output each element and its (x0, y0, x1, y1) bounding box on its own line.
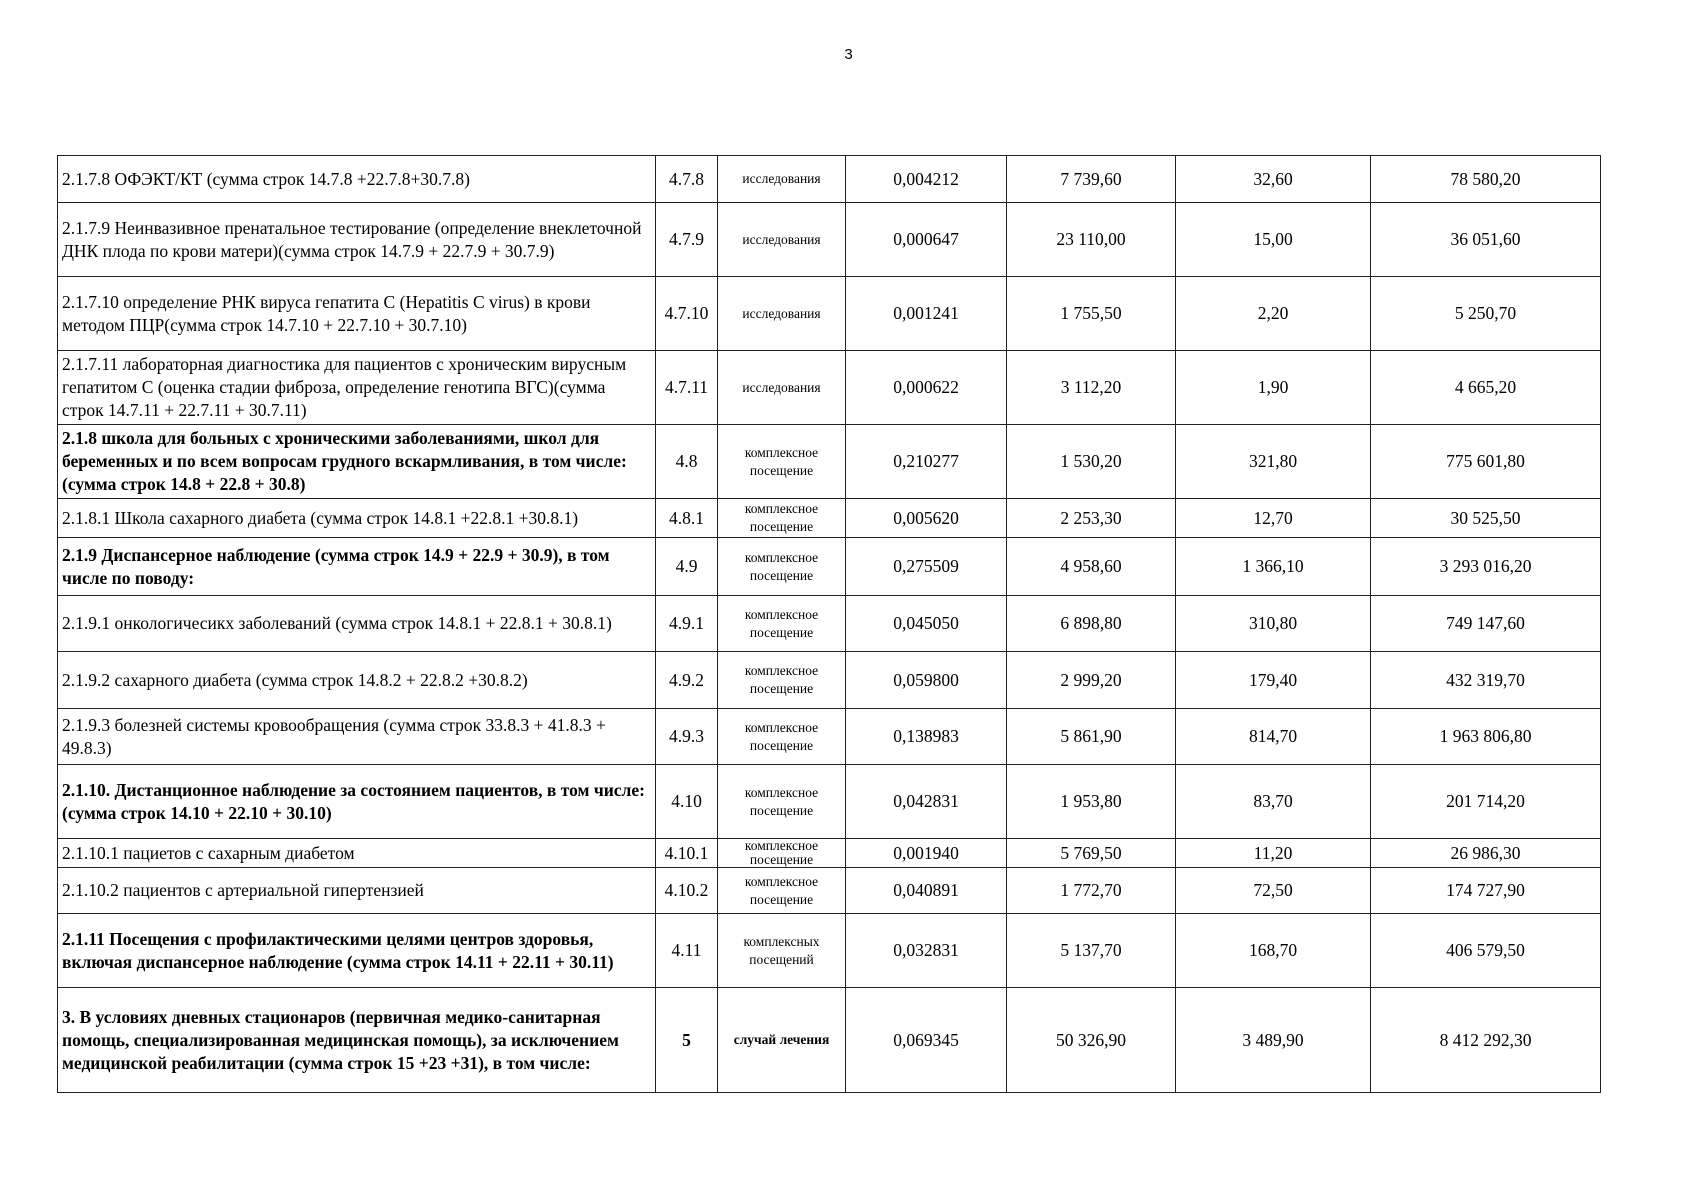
table-row (58, 351, 1601, 425)
row-name: 2.1.8 школа для больных с хроническими заболеваниями, школ для беременных и по всем вопросам грудного вскармливания, в том числе: (сумма строк 14.8 + 22.8 + 30.8) (58, 425, 656, 499)
row-unit: комплексное посещение (718, 765, 846, 839)
row-code: 4.9.3 (656, 709, 718, 765)
row-code: 4.10.1 (656, 839, 718, 868)
row-code: 4.7.8 (656, 156, 718, 203)
row-per-capita: 321,80 (1176, 425, 1371, 499)
table-row (58, 839, 1601, 868)
row-total: 749 147,60 (1371, 596, 1601, 652)
row-cost: 4 958,60 (1007, 538, 1176, 596)
row-cost: 2 999,20 (1007, 652, 1176, 709)
table-row (58, 868, 1601, 914)
row-code: 4.10.2 (656, 868, 718, 914)
table-row (58, 988, 1601, 1093)
row-unit: случай лечения (718, 988, 846, 1093)
row-total: 174 727,90 (1371, 868, 1601, 914)
row-per-capita: 814,70 (1176, 709, 1371, 765)
table-row (58, 277, 1601, 351)
table-row (58, 709, 1601, 765)
row-total: 3 293 016,20 (1371, 538, 1601, 596)
row-name: 2.1.10.2 пациентов с артериальной гипертензией (58, 868, 656, 914)
row-unit: исследования (718, 277, 846, 351)
row-unit: исследования (718, 351, 846, 425)
row-code: 4.9.2 (656, 652, 718, 709)
row-cost: 1 772,70 (1007, 868, 1176, 914)
row-per-capita: 1 366,10 (1176, 538, 1371, 596)
row-name: 2.1.7.9 Неинвазивное пренатальное тестирование (определение внеклеточной ДНК плода по крови матери)(сумма строк 14.7.9 + 22.7.9 + 30.7.9) (58, 203, 656, 277)
row-code: 4.8.1 (656, 499, 718, 538)
row-code: 4.10 (656, 765, 718, 839)
row-cost: 3 112,20 (1007, 351, 1176, 425)
row-per-capita: 11,20 (1176, 839, 1371, 868)
row-total: 26 986,30 (1371, 839, 1601, 868)
row-cost: 23 110,00 (1007, 203, 1176, 277)
row-per-capita: 15,00 (1176, 203, 1371, 277)
row-cost: 1 755,50 (1007, 277, 1176, 351)
row-cost: 5 137,70 (1007, 914, 1176, 988)
row-code: 4.9 (656, 538, 718, 596)
row-code: 4.7.9 (656, 203, 718, 277)
row-name: 3. В условиях дневных стационаров (первичная медико-санитарная помощь, специализированная медицинская помощь), за исключением медицинской реабилитации (сумма строк 15 +23 +31), в том числе: (58, 988, 656, 1093)
row-norm: 0,069345 (846, 988, 1007, 1093)
row-cost: 50 326,90 (1007, 988, 1176, 1093)
table-row (58, 425, 1601, 499)
row-total: 8 412 292,30 (1371, 988, 1601, 1093)
row-unit: комплексное посещение (718, 538, 846, 596)
row-unit: комплексных посещений (718, 914, 846, 988)
row-unit: комплексное посещение (718, 652, 846, 709)
row-code: 4.7.11 (656, 351, 718, 425)
row-total: 30 525,50 (1371, 499, 1601, 538)
row-name: 2.1.9.3 болезней системы кровообращения (сумма строк 33.8.3 + 41.8.3 + 49.8.3) (58, 709, 656, 765)
row-per-capita: 12,70 (1176, 499, 1371, 538)
page-number: 3 (844, 46, 853, 63)
row-unit-text: комплексное посещение (744, 838, 819, 867)
row-total: 36 051,60 (1371, 203, 1601, 277)
row-code: 4.11 (656, 914, 718, 988)
row-per-capita: 83,70 (1176, 765, 1371, 839)
row-total: 78 580,20 (1371, 156, 1601, 203)
row-norm: 0,001940 (846, 839, 1007, 868)
table-row (58, 596, 1601, 652)
row-name: 2.1.7.10 определение РНК вируса гепатита С (Hepatitis C virus) в крови методом ПЦР(сумма строк 14.7.10 + 22.7.10 + 30.7.10) (58, 277, 656, 351)
row-name: 2.1.9.2 сахарного диабета (сумма строк 14.8.2 + 22.8.2 +30.8.2) (58, 652, 656, 709)
row-norm: 0,059800 (846, 652, 1007, 709)
row-unit: комплексное посещение (718, 596, 846, 652)
row-cost: 5 769,50 (1007, 839, 1176, 868)
row-total: 4 665,20 (1371, 351, 1601, 425)
row-name: 2.1.10.1 пациетов с сахарным диабетом (58, 839, 656, 868)
row-norm: 0,004212 (846, 156, 1007, 203)
row-norm: 0,040891 (846, 868, 1007, 914)
row-per-capita: 310,80 (1176, 596, 1371, 652)
table-row (58, 156, 1601, 203)
table-row (58, 538, 1601, 596)
row-per-capita: 1,90 (1176, 351, 1371, 425)
row-norm: 0,005620 (846, 499, 1007, 538)
row-name: 2.1.9.1 онкологичесикх заболеваний (сумма строк 14.8.1 + 22.8.1 + 30.8.1) (58, 596, 656, 652)
table-row (58, 765, 1601, 839)
row-cost: 7 739,60 (1007, 156, 1176, 203)
table-row (58, 914, 1601, 988)
table-row (58, 203, 1601, 277)
row-unit: комплексное посещение (718, 425, 846, 499)
row-cost: 1 953,80 (1007, 765, 1176, 839)
row-unit: комплексное посещение (718, 709, 846, 765)
row-per-capita: 3 489,90 (1176, 988, 1371, 1093)
row-cost: 5 861,90 (1007, 709, 1176, 765)
row-norm: 0,138983 (846, 709, 1007, 765)
data-table (57, 155, 1601, 1093)
table-row (58, 499, 1601, 538)
row-code: 5 (656, 988, 718, 1093)
table-row (58, 652, 1601, 709)
row-per-capita: 32,60 (1176, 156, 1371, 203)
row-norm: 0,042831 (846, 765, 1007, 839)
row-name: 2.1.8.1 Школа сахарного диабета (сумма строк 14.8.1 +22.8.1 +30.8.1) (58, 499, 656, 538)
row-code: 4.9.1 (656, 596, 718, 652)
row-per-capita: 2,20 (1176, 277, 1371, 351)
row-per-capita: 72,50 (1176, 868, 1371, 914)
row-norm: 0,000622 (846, 351, 1007, 425)
row-unit: исследования (718, 156, 846, 203)
row-norm: 0,275509 (846, 538, 1007, 596)
row-norm: 0,001241 (846, 277, 1007, 351)
row-cost: 2 253,30 (1007, 499, 1176, 538)
row-total: 775 601,80 (1371, 425, 1601, 499)
row-norm: 0,210277 (846, 425, 1007, 499)
row-norm: 0,000647 (846, 203, 1007, 277)
row-code: 4.7.10 (656, 277, 718, 351)
row-name: 2.1.7.11 лабораторная диагностика для пациентов с хроническим вирусным гепатитом С (оценка стадии фиброза, определение генотипа ВГС)(сумма строк 14.7.11 + 22.7.11 + 30.7.11) (58, 351, 656, 425)
row-norm: 0,045050 (846, 596, 1007, 652)
row-unit: комплексное посещение (718, 499, 846, 538)
row-total: 1 963 806,80 (1371, 709, 1601, 765)
row-total: 432 319,70 (1371, 652, 1601, 709)
row-cost: 1 530,20 (1007, 425, 1176, 499)
row-total: 5 250,70 (1371, 277, 1601, 351)
row-per-capita: 168,70 (1176, 914, 1371, 988)
row-name: 2.1.11 Посещения с профилактическими целями центров здоровья, включая диспансерное наблюдение (сумма строк 14.11 + 22.11 + 30.11) (58, 914, 656, 988)
row-name: 2.1.7.8 ОФЭКТ/КТ (сумма строк 14.7.8 +22.7.8+30.7.8) (58, 156, 656, 203)
row-code: 4.8 (656, 425, 718, 499)
row-cost: 6 898,80 (1007, 596, 1176, 652)
row-unit: исследования (718, 203, 846, 277)
row-name: 2.1.10. Дистанционное наблюдение за состоянием пациентов, в том числе:(сумма строк 14.10 + 22.10 + 30.10) (58, 765, 656, 839)
row-name: 2.1.9 Диспансерное наблюдение (сумма строк 14.9 + 22.9 + 30.9), в том числе по поводу: (58, 538, 656, 596)
row-norm: 0,032831 (846, 914, 1007, 988)
row-total: 201 714,20 (1371, 765, 1601, 839)
row-unit (718, 839, 846, 868)
row-unit: комплексное посещение (718, 868, 846, 914)
row-total: 406 579,50 (1371, 914, 1601, 988)
row-per-capita: 179,40 (1176, 652, 1371, 709)
